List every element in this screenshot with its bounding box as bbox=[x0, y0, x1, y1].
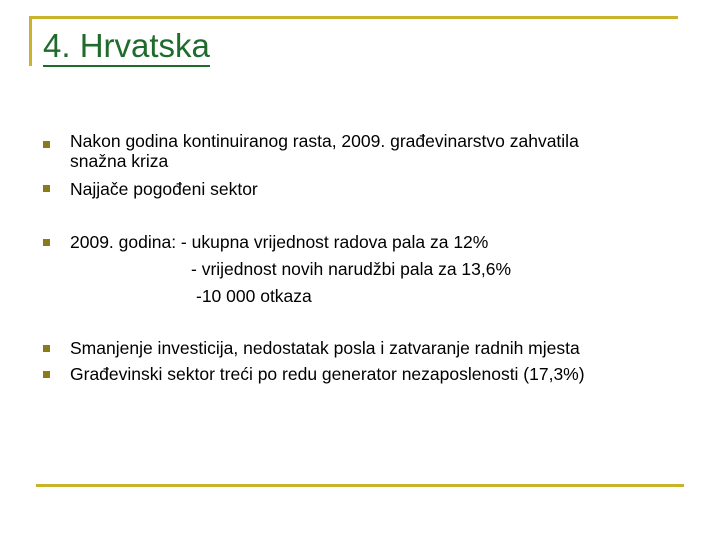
square-bullet-icon bbox=[43, 371, 50, 378]
square-bullet-icon bbox=[43, 239, 50, 246]
bullet-text-3-subline-1: - vrijednost novih narudžbi pala za 13,6% bbox=[191, 259, 512, 279]
square-bullet-icon bbox=[43, 141, 50, 148]
bullet-text-1: Nakon godina kontinuiranog rasta, 2009. građevinarstvo zahvatila bbox=[70, 131, 579, 151]
left-frame-line bbox=[29, 16, 32, 66]
square-bullet-icon bbox=[43, 345, 50, 352]
top-frame-line bbox=[29, 16, 678, 19]
bullet-text-3: 2009. godina: - ukupna vrijednost radova pala za 12% bbox=[70, 232, 489, 252]
bullet-text-5: Građevinski sektor treći po redu generator nezaposlenosti (17,3%) bbox=[70, 364, 585, 384]
bullet-text-2: Najjače pogođeni sektor bbox=[70, 179, 258, 199]
slide-title: 4. Hrvatska bbox=[43, 27, 210, 67]
square-bullet-icon bbox=[43, 185, 50, 192]
bullet-text-1-continued: snažna kriza bbox=[70, 151, 169, 171]
bullet-text-3-subline-2: -10 000 otkaza bbox=[196, 286, 312, 306]
bottom-frame-line bbox=[36, 484, 684, 487]
bullet-text-4: Smanjenje investicija, nedostatak posla i zatvaranje radnih mjesta bbox=[70, 338, 580, 358]
